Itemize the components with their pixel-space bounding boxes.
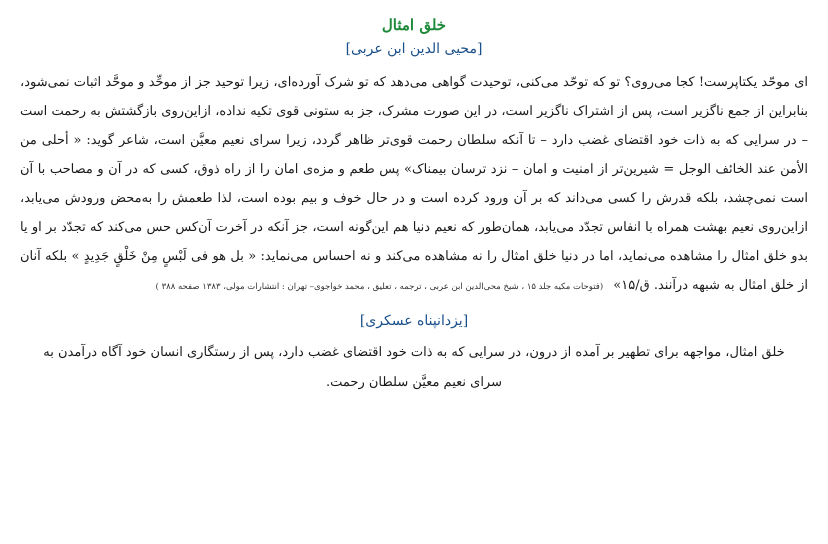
commentator-heading — [16, 310, 812, 332]
open-bracket-2: [ — [462, 313, 469, 329]
author-name: محیی الدین ابن عربی — [351, 41, 477, 57]
source-footnote: (فتوحات مکیه جلد ۱۵ ، شیخ محی‌الدین ابن عربی ، ترجمه ، تعلیق ، محمد خواجوی– تهران : انتشارات مولی، ۱۳۸۳ صفحه ۳۸۸ ) — [155, 282, 604, 292]
commentator-name: یزدانپناه عسکری — [365, 313, 463, 329]
close-bracket-2: ] — [359, 313, 366, 329]
author-heading — [16, 38, 812, 60]
open-bracket: [ — [476, 41, 483, 57]
commentary-paragraph: خلق امثال، مواجهه برای تطهیر بر آمده از درون، در سرایی که به ذات خود اقتضای غضب دارد، پس از رستگاری انسان خود آگاه درآمدن به سرای نعیم معیَّن سلطان رحمت. — [43, 345, 785, 390]
main-text: ای موحّد یکتاپرست! کجا می‌روی؟ تو که توحّد می‌کنی، توحیدت گواهی می‌دهد که تو شرک آورده‌ای، زیرا توحید جز از موحِّد و موحَّد اثبات نمی‌شود، بنابراین از جمع ناگزیر است، پس از اشتراک ناگزیر است، در این صورت مشرک، جز به ستونی قوی تکیه نداده، ازاین‌روی بازگشتش به رحمت است – در سرایی که به ذات خود اقتضای غضب دارد – تا آنکه سلطان رحمت قوی‌تر ظاهر گردد، زیرا سرای نعیم معیَّن است، شاعر گوید: « أحلی من الأمن عند الخائف الوجل = شیرین‌تر از امنیت و امان – نزد ترسان بیمناک» پس طعم و مزه‌ی امان را از راه ذوق، کسی که در آن و مصاحب با آن است نمی‌چشد، بلکه قدرش را کسی می‌داند که بر آن ورود کرده است و در حال خوف و بیم بوده است، لذا طعمش را به‌محض ورودش می‌یابد، ازاین‌روی نعیم بهشت همراه با انفاس تجدّد می‌یابد، همان‌طور که نعیم دنیا هم این‌گونه است، جز آنکه در آخرت آن‌کس حس می‌کند که تجدّد بر او یا بدو خلق امثال را مشاهده می‌نماید، اما در دنیا خلق امثال را نه مشاهده می‌کند و نه احساس می‌نماید: « بل هو فی لَبْسٍ مِنْ خَلْقٍ جَدِیدٍ » بلکه آنان از خلق امثال به شبهه درآنند. ق/۱۵» — [20, 75, 808, 293]
main-paragraph — [16, 68, 812, 302]
page-title: خلق امثال — [381, 16, 447, 34]
close-bracket: ] — [345, 41, 352, 57]
